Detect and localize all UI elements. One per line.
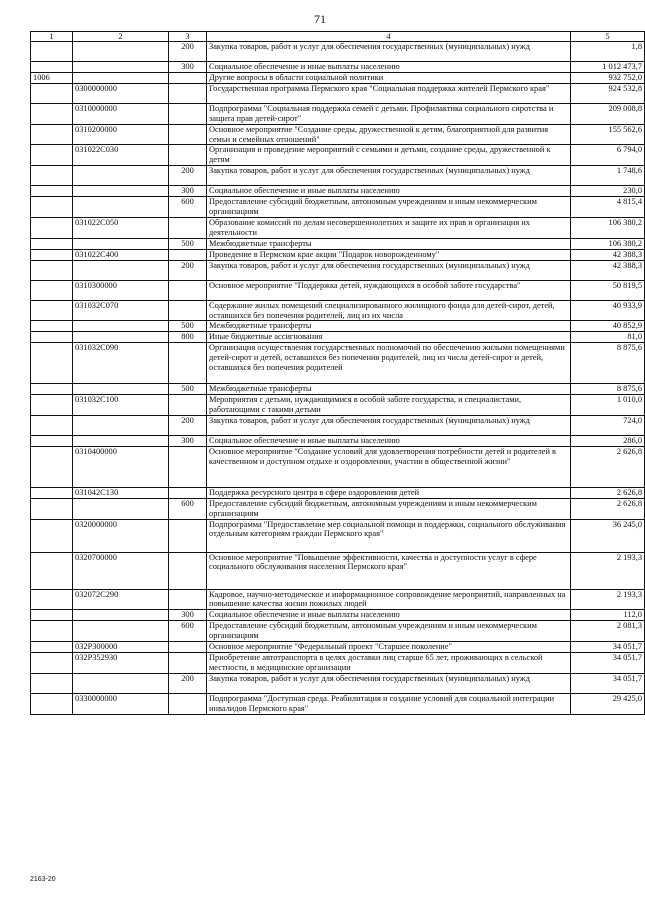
item-name-cell: Образование комиссий по делам несовершеннолетних и защите их прав и организация их деятельности xyxy=(207,217,571,238)
amount-cell: 155 562,6 xyxy=(571,124,645,145)
target-article-cell xyxy=(73,435,169,446)
section-code-cell xyxy=(31,62,73,73)
target-article-cell: 0330000000 xyxy=(73,693,169,714)
table-row xyxy=(31,103,645,124)
item-name-cell: Закупка товаров, работ и услуг для обеспечения государственных (муниципальных) нужд xyxy=(207,673,571,693)
section-code-cell xyxy=(31,552,73,589)
expense-type-cell xyxy=(169,446,207,487)
column-header-name: 4 xyxy=(207,32,571,42)
expense-type-cell xyxy=(169,395,207,416)
table-row xyxy=(31,446,645,487)
amount-cell: 932 752,0 xyxy=(571,72,645,83)
section-code-cell xyxy=(31,186,73,197)
table-row xyxy=(31,72,645,83)
item-name-cell: Поддержка ресурсного центра в сфере оздоровления детей xyxy=(207,487,571,498)
expense-type-cell xyxy=(169,693,207,714)
expense-type-cell xyxy=(169,642,207,653)
expense-type-cell: 300 xyxy=(169,62,207,73)
amount-cell: 42 388,3 xyxy=(571,249,645,260)
section-code-cell xyxy=(31,83,73,103)
item-name-cell: Социальное обеспечение и иные выплаты населению xyxy=(207,435,571,446)
item-name-cell: Подпрограмма "Предоставление мер социальной помощи и поддержки, социального обслуживания отдельным категориям граждан Пермского края" xyxy=(207,519,571,552)
table-row xyxy=(31,415,645,435)
table-row xyxy=(31,343,645,384)
section-code-cell xyxy=(31,487,73,498)
table-row xyxy=(31,693,645,714)
amount-cell: 2 626,8 xyxy=(571,498,645,519)
budget-table xyxy=(30,31,645,715)
table-row xyxy=(31,435,645,446)
table-row xyxy=(31,552,645,589)
expense-type-cell xyxy=(169,217,207,238)
expense-type-cell xyxy=(169,552,207,589)
item-name-cell: Государственная программа Пермского края "Социальная поддержка жителей Пермского края" xyxy=(207,83,571,103)
target-article-cell xyxy=(73,260,169,280)
section-code-cell xyxy=(31,197,73,218)
table-row xyxy=(31,621,645,642)
expense-type-cell: 800 xyxy=(169,332,207,343)
table-row xyxy=(31,673,645,693)
item-name-cell: Организация осуществления государственных полномочий по обеспечению жилыми помещениями детей-сирот и детей, оставшихся без попечения родителей, лиц из числа детей-сирот и детей, оставшихся без попечения родителей xyxy=(207,343,571,384)
table-row xyxy=(31,186,645,197)
item-name-cell: Подпрограмма "Социальная поддержка семей с детьми. Профилактика социального сиротства и защита прав детей-сирот" xyxy=(207,103,571,124)
section-code-cell xyxy=(31,446,73,487)
table-row xyxy=(31,610,645,621)
footer-code: 2163-20 xyxy=(30,876,56,883)
item-name-cell: Мероприятия с детьми, нуждающимися в особой заботе государства, и специалистами, работающими с такими детьми xyxy=(207,395,571,416)
expense-type-cell xyxy=(169,589,207,610)
target-article-cell xyxy=(73,186,169,197)
expense-type-cell xyxy=(169,249,207,260)
expense-type-cell: 500 xyxy=(169,238,207,249)
section-code-cell xyxy=(31,42,73,62)
item-name-cell: Предоставление субсидий бюджетным, автономным учреждениям и иным некоммерческим организациям xyxy=(207,197,571,218)
item-name-cell: Подпрограмма "Доступная среда. Реабилитация и создание условий для социальной интеграции инвалидов Пермского края" xyxy=(207,693,571,714)
item-name-cell: Проведение в Пермском крае акции "Подарок новорожденному" xyxy=(207,249,571,260)
amount-cell: 34 051,7 xyxy=(571,642,645,653)
section-code-cell xyxy=(31,384,73,395)
item-name-cell: Содержание жилых помещений специализированного жилищного фонда для детей-сирот, детей, оставшихся без попечения родителей, лиц из их числа xyxy=(207,300,571,321)
expense-type-cell xyxy=(169,124,207,145)
item-name-cell: Организация и проведение мероприятий с семьями и детьми, создание среды, дружественной к детям xyxy=(207,145,571,166)
column-header-amount: 5 xyxy=(571,32,645,42)
table-row xyxy=(31,145,645,166)
section-code-cell xyxy=(31,693,73,714)
target-article-cell: 0310200000 xyxy=(73,124,169,145)
amount-cell: 230,0 xyxy=(571,186,645,197)
amount-cell: 29 425,0 xyxy=(571,693,645,714)
target-article-cell: 032P352930 xyxy=(73,653,169,674)
expense-type-cell: 200 xyxy=(169,673,207,693)
item-name-cell: Социальное обеспечение и иные выплаты населению xyxy=(207,62,571,73)
target-article-cell xyxy=(73,673,169,693)
amount-cell: 1 010,0 xyxy=(571,395,645,416)
amount-cell: 2 626,8 xyxy=(571,446,645,487)
expense-type-cell xyxy=(169,487,207,498)
amount-cell: 106 380,2 xyxy=(571,217,645,238)
amount-cell: 1 012 473,7 xyxy=(571,62,645,73)
section-code-cell xyxy=(31,260,73,280)
target-article-cell: 031032C100 xyxy=(73,395,169,416)
target-article-cell: 0320000000 xyxy=(73,519,169,552)
expense-type-cell xyxy=(169,103,207,124)
section-code-cell xyxy=(31,642,73,653)
table-row xyxy=(31,395,645,416)
target-article-cell: 0300000000 xyxy=(73,83,169,103)
amount-cell: 2 626,8 xyxy=(571,487,645,498)
target-article-cell: 031022C050 xyxy=(73,217,169,238)
expense-type-cell: 500 xyxy=(169,384,207,395)
amount-cell: 8 875,6 xyxy=(571,384,645,395)
table-row xyxy=(31,384,645,395)
section-code-cell xyxy=(31,249,73,260)
item-name-cell: Другие вопросы в области социальной политики xyxy=(207,72,571,83)
amount-cell: 40 852,9 xyxy=(571,321,645,332)
target-article-cell xyxy=(73,238,169,249)
section-code-cell xyxy=(31,217,73,238)
amount-cell: 36 245,0 xyxy=(571,519,645,552)
target-article-cell xyxy=(73,42,169,62)
section-code-cell xyxy=(31,435,73,446)
section-code-cell xyxy=(31,238,73,249)
target-article-cell: 032072C290 xyxy=(73,589,169,610)
target-article-cell xyxy=(73,498,169,519)
target-article-cell xyxy=(73,166,169,186)
target-article-cell: 031032C090 xyxy=(73,343,169,384)
target-article-cell: 0310300000 xyxy=(73,280,169,300)
item-name-cell: Предоставление субсидий бюджетным, автономным учреждениям и иным некоммерческим организациям xyxy=(207,621,571,642)
amount-cell: 4 815,4 xyxy=(571,197,645,218)
target-article-cell: 031042C130 xyxy=(73,487,169,498)
amount-cell: 81,0 xyxy=(571,332,645,343)
target-article-cell xyxy=(73,384,169,395)
section-code-cell xyxy=(31,124,73,145)
section-code-cell xyxy=(31,103,73,124)
table-row xyxy=(31,332,645,343)
column-header-target-article: 2 xyxy=(73,32,169,42)
amount-cell: 2 193,3 xyxy=(571,589,645,610)
item-name-cell: Социальное обеспечение и иные выплаты населению xyxy=(207,610,571,621)
section-code-cell xyxy=(31,621,73,642)
target-article-cell xyxy=(73,621,169,642)
item-name-cell: Основное мероприятие "Повышение эффективности, качества и доступности услуг в сфере социального обслуживания населения Пермского края" xyxy=(207,552,571,589)
section-code-cell xyxy=(31,280,73,300)
table-row xyxy=(31,217,645,238)
item-name-cell: Социальное обеспечение и иные выплаты населению xyxy=(207,186,571,197)
target-article-cell: 0320700000 xyxy=(73,552,169,589)
target-article-cell xyxy=(73,332,169,343)
column-header-expense-type: 3 xyxy=(169,32,207,42)
header-row xyxy=(31,32,645,42)
expense-type-cell: 300 xyxy=(169,186,207,197)
amount-cell: 924 532,8 xyxy=(571,83,645,103)
table-row xyxy=(31,83,645,103)
section-code-cell xyxy=(31,519,73,552)
expense-type-cell xyxy=(169,72,207,83)
table-row xyxy=(31,589,645,610)
target-article-cell: 031032C070 xyxy=(73,300,169,321)
item-name-cell: Основное мероприятие "Федеральный проект "Старшее поколение" xyxy=(207,642,571,653)
table-row xyxy=(31,321,645,332)
page-number: 71 xyxy=(314,12,326,26)
amount-cell: 50 819,5 xyxy=(571,280,645,300)
target-article-cell xyxy=(73,197,169,218)
table-row xyxy=(31,166,645,186)
amount-cell: 2 081,3 xyxy=(571,621,645,642)
amount-cell: 6 794,0 xyxy=(571,145,645,166)
table-row xyxy=(31,42,645,62)
target-article-cell: 0310400000 xyxy=(73,446,169,487)
expense-type-cell: 500 xyxy=(169,321,207,332)
item-name-cell: Основное мероприятие "Создание условий для удовлетворения потребности детей и родителей в качественном и доступном отдыхе и оздоровлении, участии в общественной жизни" xyxy=(207,446,571,487)
expense-type-cell: 300 xyxy=(169,435,207,446)
expense-type-cell: 600 xyxy=(169,621,207,642)
amount-cell: 112,0 xyxy=(571,610,645,621)
table-row xyxy=(31,519,645,552)
section-code-cell xyxy=(31,321,73,332)
item-name-cell: Иные бюджетные ассигнования xyxy=(207,332,571,343)
target-article-cell xyxy=(73,72,169,83)
item-name-cell: Межбюджетные трансферты xyxy=(207,238,571,249)
amount-cell: 8 875,6 xyxy=(571,343,645,384)
amount-cell: 106 380,2 xyxy=(571,238,645,249)
expense-type-cell xyxy=(169,343,207,384)
section-code-cell xyxy=(31,343,73,384)
amount-cell: 40 933,9 xyxy=(571,300,645,321)
table-row xyxy=(31,300,645,321)
expense-type-cell: 200 xyxy=(169,260,207,280)
target-article-cell xyxy=(73,610,169,621)
amount-cell: 1 748,6 xyxy=(571,166,645,186)
expense-type-cell xyxy=(169,145,207,166)
target-article-cell: 0310000000 xyxy=(73,103,169,124)
target-article-cell: 032P300000 xyxy=(73,642,169,653)
expense-type-cell xyxy=(169,280,207,300)
item-name-cell: Основное мероприятие "Поддержка детей, нуждающихся в особой заботе государства" xyxy=(207,280,571,300)
section-code-cell xyxy=(31,589,73,610)
expense-type-cell: 300 xyxy=(169,610,207,621)
target-article-cell: 031022C030 xyxy=(73,145,169,166)
table-row xyxy=(31,280,645,300)
target-article-cell xyxy=(73,62,169,73)
section-code-cell xyxy=(31,166,73,186)
section-code-cell xyxy=(31,332,73,343)
section-code-cell xyxy=(31,498,73,519)
item-name-cell: Закупка товаров, работ и услуг для обеспечения государственных (муниципальных) нужд xyxy=(207,415,571,435)
expense-type-cell xyxy=(169,83,207,103)
table-row xyxy=(31,62,645,73)
expense-type-cell: 200 xyxy=(169,415,207,435)
table-row xyxy=(31,249,645,260)
table-row xyxy=(31,238,645,249)
section-code-cell xyxy=(31,653,73,674)
target-article-cell xyxy=(73,321,169,332)
table-row xyxy=(31,642,645,653)
amount-cell: 1,8 xyxy=(571,42,645,62)
section-code-cell xyxy=(31,145,73,166)
amount-cell: 724,0 xyxy=(571,415,645,435)
table-row xyxy=(31,653,645,674)
section-code-cell xyxy=(31,673,73,693)
amount-cell: 42 388,3 xyxy=(571,260,645,280)
item-name-cell: Межбюджетные трансферты xyxy=(207,384,571,395)
section-code-cell: 1006 xyxy=(31,72,73,83)
table-row xyxy=(31,498,645,519)
amount-cell: 286,0 xyxy=(571,435,645,446)
item-name-cell: Предоставление субсидий бюджетным, автономным учреждениям и иным некоммерческим организациям xyxy=(207,498,571,519)
amount-cell: 34 051,7 xyxy=(571,673,645,693)
item-name-cell: Приобретение автотранспорта в целях доставки лиц старше 65 лет, проживающих в сельской местности, в медицинские организации xyxy=(207,653,571,674)
expense-type-cell xyxy=(169,300,207,321)
expense-type-cell xyxy=(169,653,207,674)
amount-cell: 2 193,3 xyxy=(571,552,645,589)
target-article-cell: 031022C400 xyxy=(73,249,169,260)
item-name-cell: Кадровое, научно-методическое и информационное сопровождение мероприятий, направленных на повышение качества жизни пожилых людей xyxy=(207,589,571,610)
expense-type-cell: 600 xyxy=(169,498,207,519)
item-name-cell: Закупка товаров, работ и услуг для обеспечения государственных (муниципальных) нужд xyxy=(207,260,571,280)
expense-type-cell: 200 xyxy=(169,42,207,62)
item-name-cell: Закупка товаров, работ и услуг для обеспечения государственных (муниципальных) нужд xyxy=(207,42,571,62)
section-code-cell xyxy=(31,415,73,435)
item-name-cell: Межбюджетные трансферты xyxy=(207,321,571,332)
amount-cell: 209 008,8 xyxy=(571,103,645,124)
table-body xyxy=(31,42,645,715)
expense-type-cell xyxy=(169,519,207,552)
amount-cell: 34 051,7 xyxy=(571,653,645,674)
table-row xyxy=(31,124,645,145)
item-name-cell: Основное мероприятие "Создание среды, дружественной к детям, благоприятной для развития семьи и семейных отношений" xyxy=(207,124,571,145)
target-article-cell xyxy=(73,415,169,435)
item-name-cell: Закупка товаров, работ и услуг для обеспечения государственных (муниципальных) нужд xyxy=(207,166,571,186)
table-row xyxy=(31,260,645,280)
table-row xyxy=(31,487,645,498)
table-row xyxy=(31,197,645,218)
section-code-cell xyxy=(31,300,73,321)
column-header-section: 1 xyxy=(31,32,73,42)
table-header xyxy=(31,32,645,42)
section-code-cell xyxy=(31,395,73,416)
section-code-cell xyxy=(31,610,73,621)
expense-type-cell: 200 xyxy=(169,166,207,186)
expense-type-cell: 600 xyxy=(169,197,207,218)
